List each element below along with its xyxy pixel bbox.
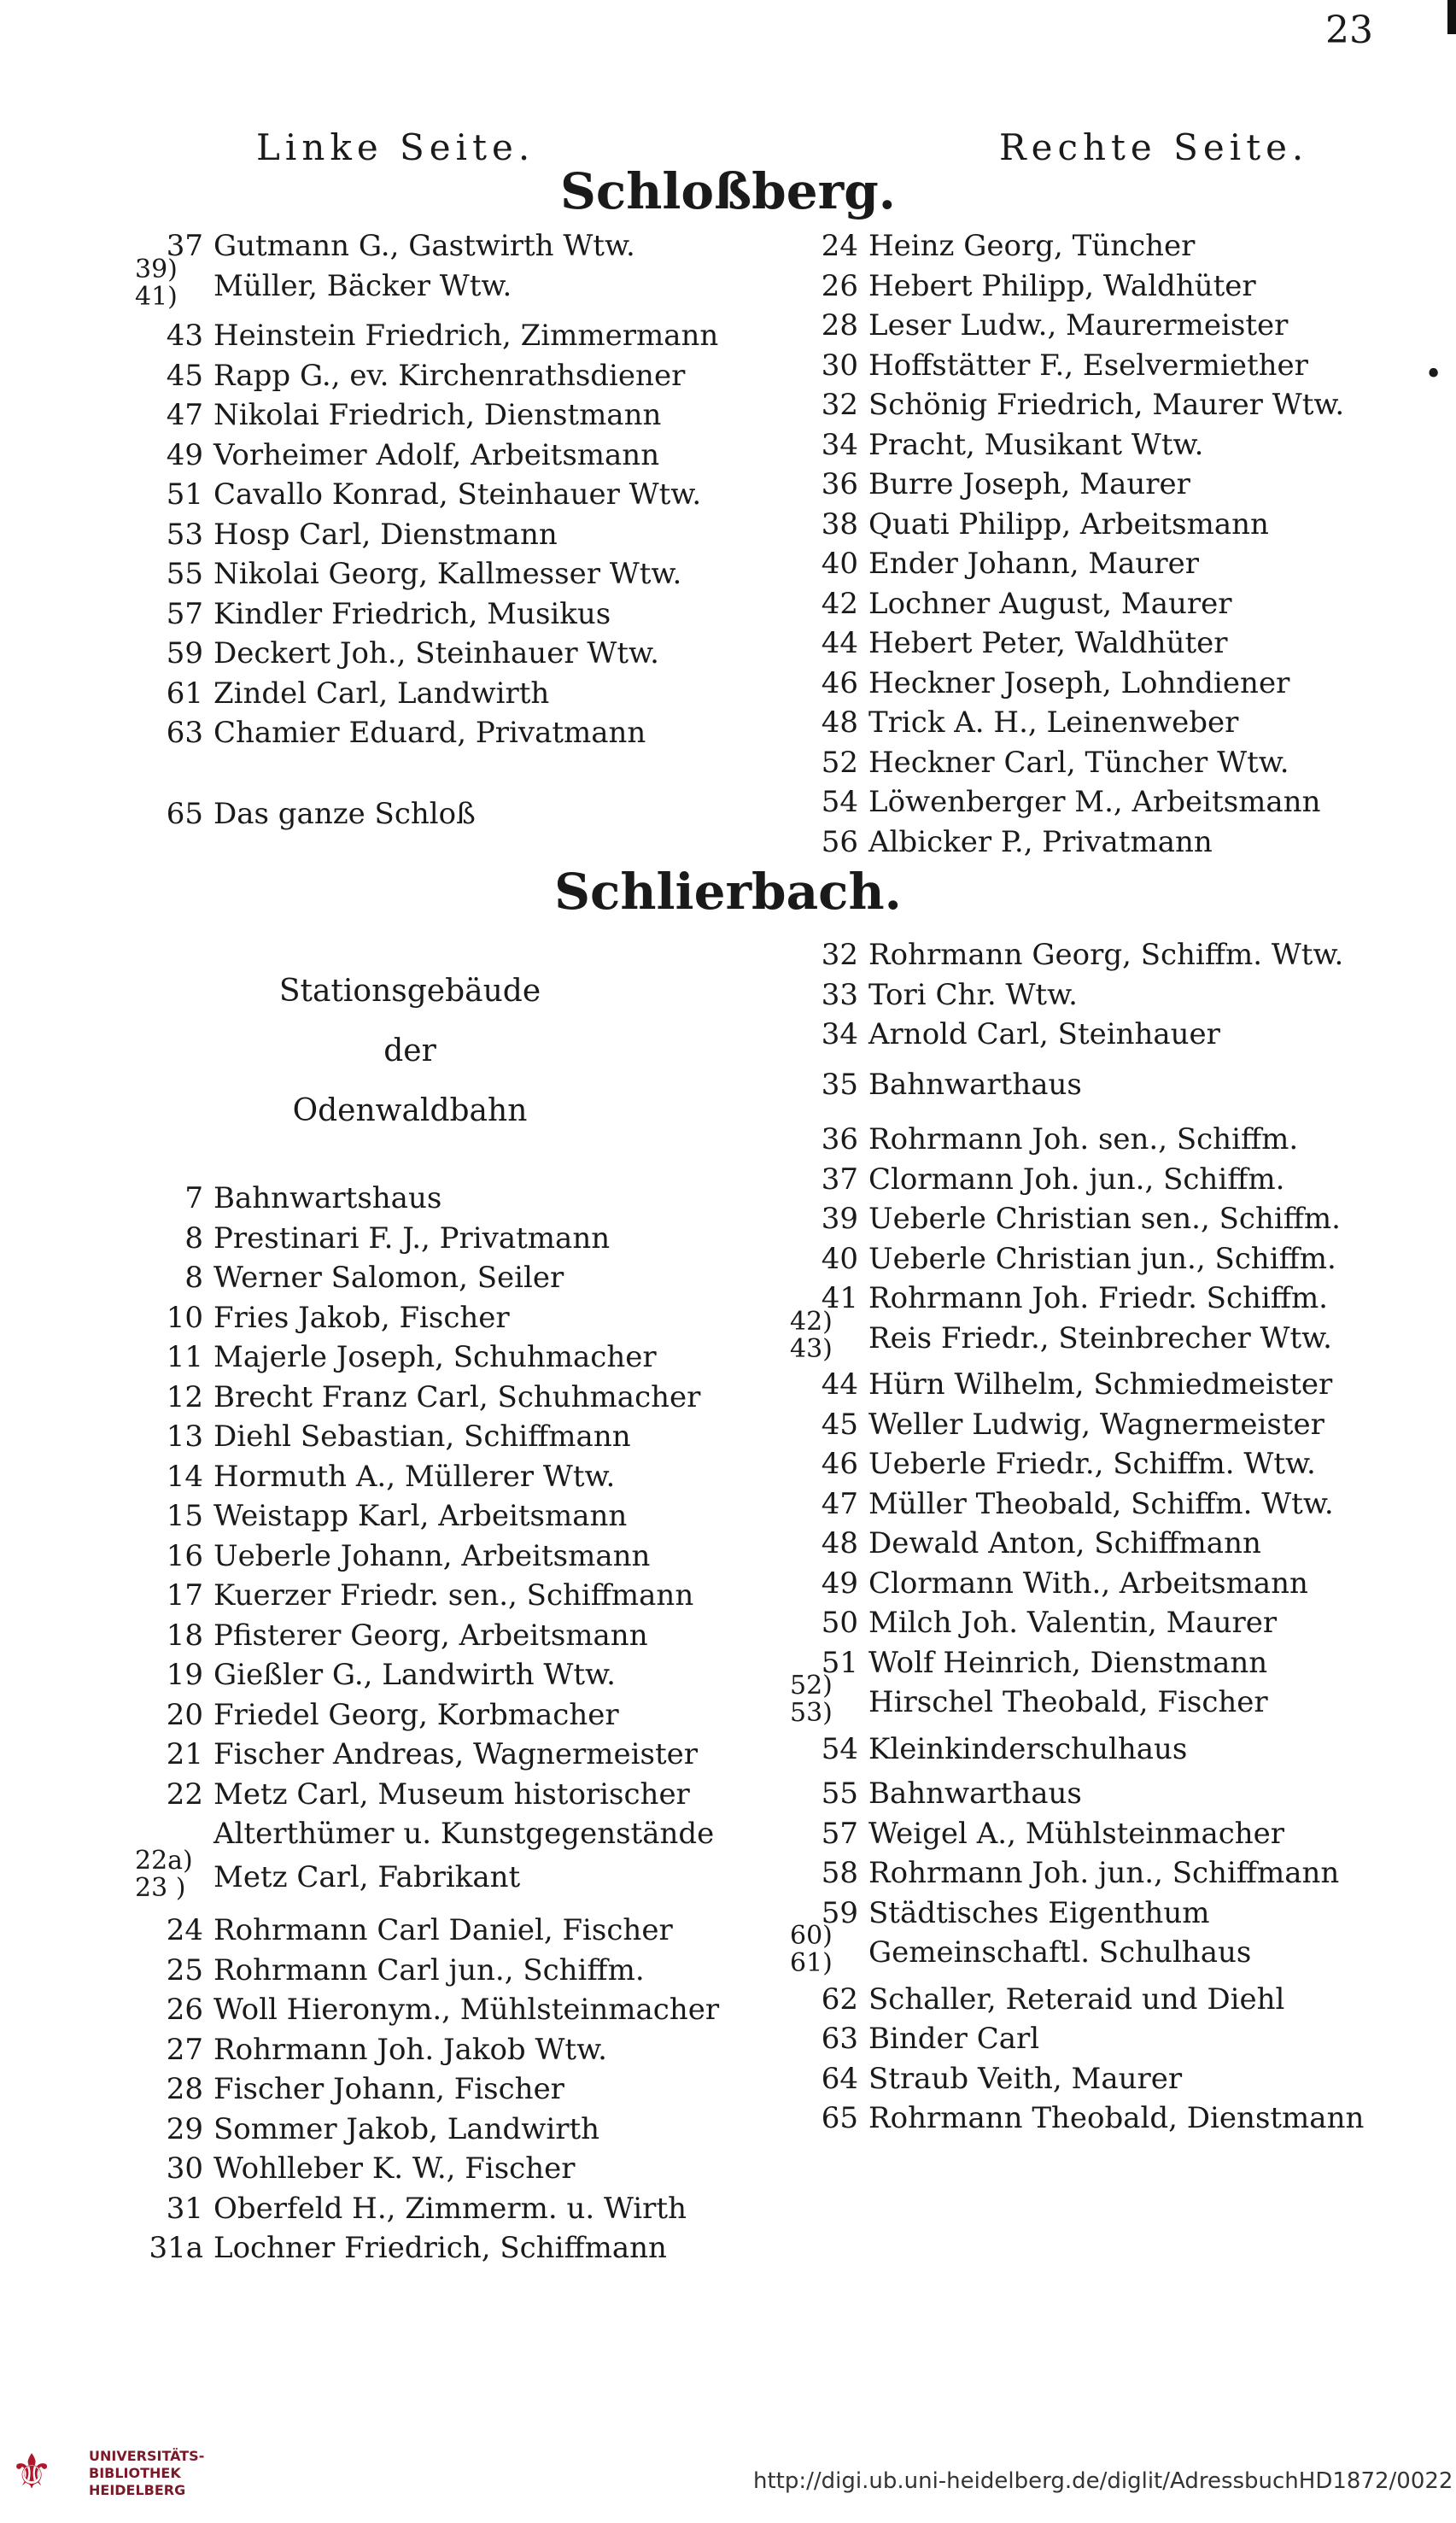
- house-number: 58: [821, 1856, 858, 1890]
- resident-entry: Arnold Carl, Steinhauer: [868, 1017, 1220, 1051]
- house-number: 26: [821, 268, 858, 303]
- house-number: 41: [821, 1281, 858, 1315]
- house-number-range: 60) 61): [790, 1921, 833, 1978]
- resident-entry: Sommer Jakob, Landwirth: [213, 2111, 600, 2146]
- house-number: 10: [166, 1300, 203, 1335]
- resident-entry: Rohrmann Joh. sen., Schiffm.: [868, 1122, 1299, 1156]
- section-title-schlossberg: Schloßberg.: [560, 162, 896, 220]
- resident-entry: Brecht Franz Carl, Schuhmacher: [213, 1379, 701, 1414]
- house-number: 28: [821, 308, 858, 342]
- resident-entry: Ueberle Christian sen., Schiffm.: [868, 1202, 1341, 1236]
- house-number: 45: [166, 358, 203, 393]
- resident-entry: Majerle Joseph, Schuhmacher: [213, 1340, 657, 1374]
- house-number: 28: [166, 2072, 203, 2106]
- resident-entry: Cavallo Konrad, Steinhauer Wtw.: [213, 477, 702, 512]
- house-number-range: 39) 41): [135, 254, 178, 312]
- resident-entry: Müller, Bäcker Wtw.: [213, 268, 512, 303]
- house-number: 25: [166, 1952, 203, 1987]
- house-number: 64: [821, 2061, 858, 2096]
- resident-entry: Weller Ludwig, Wagnermeister: [868, 1407, 1324, 1442]
- house-number: 43: [166, 319, 203, 353]
- resident-entry: Lochner Friedrich, Schiffmann: [213, 2231, 667, 2265]
- resident-entry: Chamier Eduard, Privatmann: [213, 716, 646, 750]
- resident-entry: Weistapp Karl, Arbeitsmann: [213, 1499, 628, 1533]
- resident-entry: Ueberle Johann, Arbeitsmann: [213, 1538, 651, 1573]
- station-line-3: Odenwaldbahn: [292, 1093, 528, 1128]
- house-number: 55: [166, 557, 203, 591]
- section-title-schlierbach: Schlierbach.: [554, 863, 902, 921]
- house-number: 24: [821, 229, 858, 263]
- house-number: 42: [821, 586, 858, 621]
- house-number: 38: [821, 506, 858, 541]
- resident-entry: Oberfeld H., Zimmerm. u. Wirth: [213, 2191, 687, 2226]
- house-number-range: 52) 53): [790, 1671, 833, 1728]
- right-side-header: Rechte Seite.: [999, 126, 1309, 168]
- resident-entry: Hoffstätter F., Eselvermiether: [868, 348, 1308, 383]
- house-number: 56: [821, 824, 858, 859]
- resident-entry: Hosp Carl, Dienstmann: [213, 517, 558, 552]
- resident-entry: Albicker P., Privatmann: [868, 824, 1213, 859]
- house-number: 48: [821, 705, 858, 740]
- house-number: 65: [166, 796, 203, 831]
- library-logo: [10, 2434, 205, 2511]
- resident-entry: Weigel A., Mühlsteinmacher: [868, 1816, 1285, 1851]
- resident-entry: Hebert Peter, Waldhüter: [868, 626, 1228, 660]
- resident-entry: Diehl Sebastian, Schiffmann: [213, 1420, 631, 1454]
- house-number: 30: [166, 2151, 203, 2186]
- house-number: 59: [821, 1895, 858, 1930]
- house-number: 62: [821, 1982, 858, 2017]
- house-number: 49: [821, 1566, 858, 1601]
- house-number: 59: [166, 636, 203, 670]
- house-number: 57: [166, 596, 203, 631]
- resident-entry: Rohrmann Georg, Schiffm. Wtw.: [868, 938, 1344, 972]
- house-number: 53: [166, 517, 203, 552]
- resident-entry: Tori Chr. Wtw.: [868, 977, 1078, 1012]
- resident-entry: Rohrmann Joh. Friedr. Schiffm.: [868, 1281, 1328, 1315]
- resident-entry: Das ganze Schloß: [213, 796, 476, 831]
- resident-entry: Rohrmann Joh. jun., Schiffmann: [868, 1856, 1340, 1890]
- resident-entry: Rohrmann Carl Daniel, Fischer: [213, 1913, 673, 1947]
- resident-entry: Wolf Heinrich, Dienstmann: [868, 1645, 1268, 1680]
- house-number: 7: [184, 1181, 203, 1215]
- house-number: 13: [166, 1420, 203, 1454]
- house-number: 47: [821, 1486, 858, 1521]
- house-number: 12: [166, 1379, 203, 1414]
- resident-entry: Ueberle Friedr., Schiffm. Wtw.: [868, 1447, 1316, 1481]
- resident-entry: Alterthümer u. Kunstgegenstände: [213, 1817, 715, 1851]
- house-number: 47: [166, 398, 203, 432]
- left-side-header: Linke Seite.: [256, 126, 535, 168]
- resident-entry: Pfisterer Georg, Arbeitsmann: [213, 1618, 648, 1653]
- resident-entry: Straub Veith, Maurer: [868, 2061, 1183, 2096]
- house-number: 37: [821, 1162, 858, 1197]
- resident-entry: Gemeinschaftl. Schulhaus: [868, 1935, 1252, 1970]
- house-number: 54: [821, 785, 858, 819]
- house-number: 29: [166, 2111, 203, 2146]
- house-number: 39: [821, 1202, 858, 1236]
- station-line-2: der: [383, 1033, 436, 1068]
- resident-entry: Dewald Anton, Schiffmann: [868, 1526, 1261, 1560]
- house-number: 36: [821, 467, 858, 501]
- resident-entry: Hürn Wilhelm, Schmiedmeister: [868, 1367, 1333, 1402]
- resident-entry: Hebert Philipp, Waldhüter: [868, 268, 1256, 303]
- resident-entry: Rohrmann Carl jun., Schiffm.: [213, 1952, 645, 1987]
- house-number: 44: [821, 626, 858, 660]
- house-number: 31: [166, 2191, 203, 2226]
- resident-entry: Ueberle Christian jun., Schiffm.: [868, 1241, 1336, 1276]
- house-number: 36: [821, 1122, 858, 1156]
- house-number: 31a: [149, 2231, 203, 2265]
- house-number: 44: [821, 1367, 858, 1402]
- house-number: 27: [166, 2032, 203, 2067]
- house-number: 61: [166, 676, 203, 711]
- resident-entry: Fischer Andreas, Wagnermeister: [213, 1737, 698, 1771]
- house-number: 33: [821, 977, 858, 1012]
- resident-entry: Heckner Carl, Tüncher Wtw.: [868, 745, 1289, 780]
- resident-entry: Nikolai Friedrich, Dienstmann: [213, 398, 662, 432]
- house-number: 65: [821, 2101, 858, 2135]
- house-number: 55: [821, 1777, 858, 1811]
- house-number: 32: [821, 938, 858, 972]
- house-number: 15: [166, 1499, 203, 1533]
- resident-entry: Friedel Georg, Korbmacher: [213, 1697, 619, 1732]
- resident-entry: Rohrmann Joh. Jakob Wtw.: [213, 2032, 607, 2067]
- resident-entry: Fries Jakob, Fischer: [213, 1300, 510, 1335]
- house-number: 50: [821, 1606, 858, 1640]
- house-number: 40: [821, 1241, 858, 1276]
- house-number: 20: [166, 1697, 203, 1732]
- resident-entry: Gutmann G., Gastwirth Wtw.: [213, 229, 635, 263]
- resident-entry: Gießler G., Landwirth Wtw.: [213, 1658, 616, 1692]
- margin-dot: •: [1424, 357, 1443, 392]
- resident-entry: Kuerzer Friedr. sen., Schiffmann: [213, 1578, 694, 1613]
- resident-entry: Metz Carl, Museum historischer: [213, 1777, 690, 1812]
- resident-entry: Zindel Carl, Landwirth: [213, 676, 550, 711]
- house-number: 63: [821, 2022, 858, 2056]
- page-edge-bar: [1447, 0, 1456, 34]
- page-number: 23: [1325, 9, 1373, 52]
- resident-entry: Leser Ludw., Maurermeister: [868, 308, 1289, 342]
- house-number: 49: [166, 437, 203, 472]
- house-number: 35: [821, 1067, 858, 1102]
- house-number: 8: [184, 1221, 203, 1256]
- station-line-1: Stationsgebäude: [278, 974, 541, 1009]
- resident-entry: Clormann With., Arbeitsmann: [868, 1566, 1308, 1601]
- resident-entry: Quati Philipp, Arbeitsmann: [868, 506, 1269, 541]
- resident-entry: Städtisches Eigenthum: [868, 1895, 1210, 1930]
- house-number: 11: [166, 1340, 203, 1374]
- house-number: 21: [166, 1737, 203, 1771]
- resident-entry: Pracht, Musikant Wtw.: [868, 427, 1204, 462]
- source-url: http://digi.ub.uni-heidelberg.de/diglit/AdressbuchHD1872/0022: [753, 2468, 1453, 2494]
- house-number: 51: [821, 1645, 858, 1680]
- house-number: 16: [166, 1538, 203, 1573]
- resident-entry: Kindler Friedrich, Musikus: [213, 596, 611, 631]
- resident-entry: Müller Theobald, Schiffm. Wtw.: [868, 1486, 1334, 1521]
- house-number: 63: [166, 716, 203, 750]
- resident-entry: Nikolai Georg, Kallmesser Wtw.: [213, 557, 682, 591]
- house-number: 19: [166, 1658, 203, 1692]
- house-number: 26: [166, 1993, 203, 2027]
- resident-entry: Hirschel Theobald, Fischer: [868, 1685, 1268, 1719]
- house-number: 30: [821, 348, 858, 383]
- house-number: 24: [166, 1913, 203, 1947]
- resident-entry: Schaller, Reteraid und Diehl: [868, 1982, 1285, 2017]
- house-number: 18: [166, 1618, 203, 1653]
- house-number-range: 22a) 23 ): [135, 1845, 193, 1903]
- university-seal-icon: ⚜: [10, 2444, 54, 2500]
- house-number: 40: [821, 547, 858, 581]
- resident-entry: Metz Carl, Fabrikant: [213, 1859, 521, 1894]
- resident-entry: Schönig Friedrich, Maurer Wtw.: [868, 388, 1345, 422]
- house-number: 54: [821, 1731, 858, 1766]
- resident-entry: Vorheimer Adolf, Arbeitsmann: [213, 437, 660, 472]
- house-number: 17: [166, 1578, 203, 1613]
- house-number: 48: [821, 1526, 858, 1560]
- house-number: 34: [821, 427, 858, 462]
- resident-entry: Deckert Joh., Steinhauer Wtw.: [213, 636, 659, 670]
- house-number: 51: [166, 477, 203, 512]
- house-number: 8: [184, 1261, 203, 1295]
- resident-entry: Rapp G., ev. Kirchenrathsdiener: [213, 358, 686, 393]
- resident-entry: Rohrmann Theobald, Dienstmann: [868, 2101, 1365, 2135]
- resident-entry: Wohlleber K. W., Fischer: [213, 2151, 576, 2186]
- resident-entry: Hormuth A., Müllerer Wtw.: [213, 1459, 616, 1494]
- resident-entry: Milch Joh. Valentin, Maurer: [868, 1606, 1278, 1640]
- house-number: 34: [821, 1017, 858, 1051]
- resident-entry: Bahnwarthaus: [868, 1777, 1082, 1811]
- house-number: 45: [821, 1407, 858, 1442]
- house-number: 37: [166, 229, 203, 263]
- resident-entry: Heinstein Friedrich, Zimmermann: [213, 319, 719, 353]
- resident-entry: Werner Salomon, Seiler: [213, 1261, 564, 1295]
- house-number: 57: [821, 1816, 858, 1851]
- resident-entry: Reis Friedr., Steinbrecher Wtw.: [868, 1320, 1332, 1355]
- resident-entry: Kleinkinderschulhaus: [868, 1731, 1188, 1766]
- resident-entry: Ender Johann, Maurer: [868, 547, 1199, 581]
- resident-entry: Bahnwartshaus: [213, 1181, 442, 1215]
- resident-entry: Trick A. H., Leinenweber: [868, 705, 1239, 740]
- resident-entry: Fischer Johann, Fischer: [213, 2072, 564, 2106]
- library-logo-text: UNIVERSITÄTS- BIBLIOTHEK HEIDELBERG: [89, 2448, 205, 2498]
- resident-entry: Lochner August, Maurer: [868, 586, 1232, 621]
- resident-entry: Löwenberger M., Arbeitsmann: [868, 785, 1321, 819]
- house-number: 46: [821, 665, 858, 700]
- house-number: 22: [166, 1777, 203, 1812]
- house-number: 32: [821, 388, 858, 422]
- house-number: 14: [166, 1459, 203, 1494]
- resident-entry: Bahnwarthaus: [868, 1067, 1082, 1102]
- resident-entry: Heinz Georg, Tüncher: [868, 229, 1196, 263]
- resident-entry: Heckner Joseph, Lohndiener: [868, 665, 1290, 700]
- house-number-range: 42) 43): [790, 1306, 833, 1364]
- house-number: 52: [821, 745, 858, 780]
- resident-entry: Binder Carl: [868, 2022, 1040, 2056]
- house-number: 46: [821, 1447, 858, 1481]
- resident-entry: Woll Hieronym., Mühlsteinmacher: [213, 1993, 720, 2027]
- resident-entry: Burre Joseph, Maurer: [868, 467, 1190, 501]
- resident-entry: Clormann Joh. jun., Schiffm.: [868, 1162, 1285, 1197]
- resident-entry: Prestinari F. J., Privatmann: [213, 1221, 611, 1256]
